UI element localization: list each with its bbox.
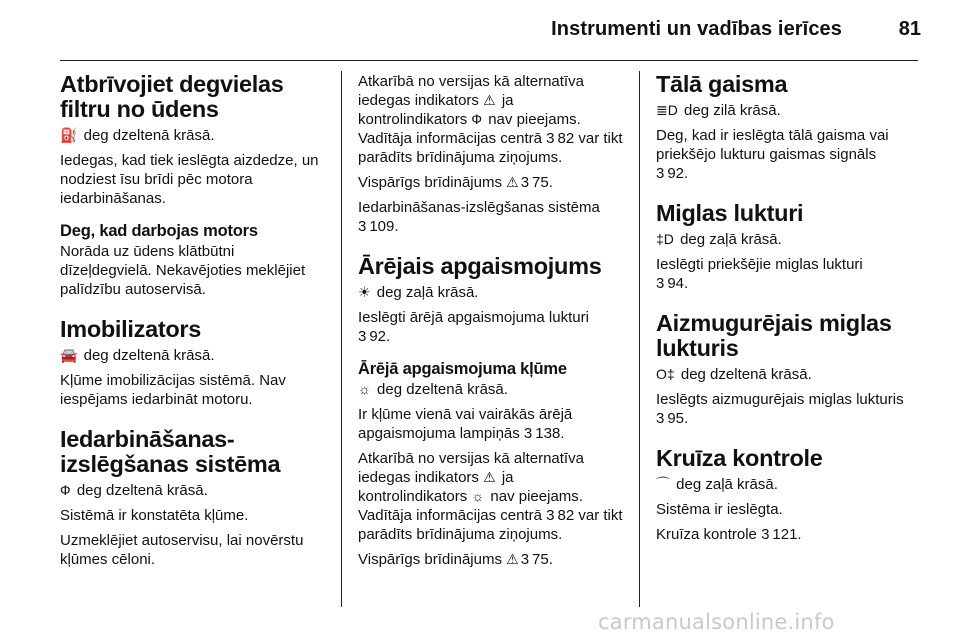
page-ref-icon: 3 <box>656 410 665 427</box>
indicator-color: ⌒ deg zaļā krāsā. <box>656 476 778 493</box>
exterior-light-icon: ☀ <box>358 284 371 300</box>
column-divider <box>341 71 342 607</box>
section-title: Iedarbināšanas-izslēgšanas sistēma <box>60 426 281 477</box>
exterior-light-fault-icon: ☼ <box>471 488 485 504</box>
header-title: Instrumenti un vadības ierīces <box>551 18 842 40</box>
paragraph: Deg, kad ir ieslēgta tālā gaisma vai priekšējo lukturu gaismas signāls 3 92. <box>656 127 889 182</box>
warning-icon: ⚠ <box>506 551 519 567</box>
section-title: Kruīza kontrole <box>656 445 823 471</box>
indicator-color: ⛽ deg dzeltenā krāsā. <box>60 127 215 144</box>
page-ref-icon: 3 <box>546 507 555 524</box>
paragraph: Uzmeklējiet autoservisu, lai novērstu kļūmes cēloni. <box>60 532 304 568</box>
column-1 <box>60 72 328 575</box>
page-ref-icon: 3 <box>546 130 555 147</box>
paragraph: Kļūme imobilizācijas sistēmā. Nav iespējams iedarbināt motoru. <box>60 372 286 408</box>
high-beam-icon: ≣D <box>656 102 678 118</box>
subsection-title: Ārējā apgaismojuma kļūme <box>358 360 567 378</box>
column-2 <box>358 72 626 575</box>
paragraph: Ieslēgts aizmugurējais miglas lukturis 3 95. <box>656 391 904 427</box>
warning-icon: ⚠ <box>506 174 519 190</box>
section-title: Tālā gaisma <box>656 71 788 97</box>
indicator-color: 🚘 deg dzeltenā krāsā. <box>60 347 215 364</box>
warning-icon: ⚠ <box>483 469 496 485</box>
paragraph: Kruīza kontrole 3 121. <box>656 526 802 543</box>
paragraph: Ir kļūme vienā vai vairākās ārējā apgaismojuma lampiņās 3 138. <box>358 406 573 442</box>
front-fog-light-icon: ‡D <box>656 231 674 247</box>
subsection-title: Deg, kad darbojas motors <box>60 222 258 240</box>
engine-start-stop-icon: Ф <box>60 482 71 498</box>
indicator-color: ☀ deg zaļā krāsā. <box>358 284 479 301</box>
page-ref-icon: 3 <box>358 328 367 345</box>
section-title: Ārējais apgaismojums <box>358 253 602 279</box>
indicator-color: ≣D deg zilā krāsā. <box>656 102 781 119</box>
page-number: 81 <box>898 18 921 40</box>
page-ref-icon: 3 <box>523 425 533 442</box>
indicator-color: Ф deg dzeltenā krāsā. <box>60 482 208 499</box>
immobilizer-icon: 🚘 <box>60 347 78 363</box>
section-title: Aizmugurējais miglas lukturis <box>656 310 892 361</box>
indicator-color: O‡ deg dzeltenā krāsā. <box>656 366 812 383</box>
paragraph: Norāda uz ūdens klātbūtni dīzeļdegvielā. Nekavējoties meklējiet palīdzību autoservisā. <box>60 243 306 298</box>
warning-icon: ⚠ <box>483 92 496 108</box>
indicator-color: ☼ deg dzeltenā krāsā. <box>358 381 508 398</box>
watermark: carmanualsonline.info <box>598 610 835 634</box>
column-3 <box>656 72 924 550</box>
paragraph: Iedarbināšanas-izslēgšanas sistēma 3 109. <box>358 199 600 235</box>
page-ref-icon: 3 <box>761 526 770 543</box>
paragraph: Atkarībā no versijas kā alternatīva iedegas indikators ⚠ ja kontrolindikators ☼ nav pieejams. Vadītāja informācijas centrā 3 82 var tikt parādīts brīdinājuma ziņojums. <box>358 450 623 543</box>
paragraph: Ieslēgti ārējā apgaismojuma lukturi 3 92. <box>358 309 589 345</box>
section-title: Atbrīvojiet degvielas filtru no ūdens <box>60 71 284 122</box>
paragraph: Vispārīgs brīdinājums ⚠ 3 75. <box>358 174 553 191</box>
fuel-filter-icon: ⛽ <box>60 127 78 143</box>
page-ref-icon: 3 <box>656 165 665 182</box>
engine-start-stop-icon: Ф <box>471 111 483 127</box>
header-rule <box>60 60 918 61</box>
section-title: Imobilizators <box>60 316 202 342</box>
cruise-control-icon: ⌒ <box>656 476 670 492</box>
paragraph: Iedegas, kad tiek ieslēgta aizdedze, un nodziest īsu brīdi pēc motora iedarbināšanas. <box>60 152 319 207</box>
paragraph: Atkarībā no versijas kā alternatīva iedegas indikators ⚠ ja kontrolindikators Ф nav pieejams. Vadītāja informācijas centrā 3 82 var tikt parādīts brīdinājuma ziņojums. <box>358 73 623 166</box>
rear-fog-light-icon: O‡ <box>656 366 675 382</box>
section-title: Miglas lukturi <box>656 200 804 226</box>
paragraph: Sistēmā ir konstatēta kļūme. <box>60 507 249 524</box>
page-ref-icon: 3 <box>358 218 367 235</box>
column-divider <box>639 71 640 607</box>
paragraph: Sistēma ir ieslēgta. <box>656 501 783 518</box>
page-ref-icon: 3 <box>656 275 665 292</box>
paragraph: Vispārīgs brīdinājums ⚠ 3 75. <box>358 551 553 568</box>
exterior-light-fault-icon: ☼ <box>358 381 371 397</box>
indicator-color: ‡D deg zaļā krāsā. <box>656 231 782 248</box>
page-ref-icon: 3 <box>520 551 530 568</box>
paragraph: Ieslēgti priekšējie miglas lukturi 3 94. <box>656 256 863 292</box>
page-ref-icon: 3 <box>520 174 530 191</box>
